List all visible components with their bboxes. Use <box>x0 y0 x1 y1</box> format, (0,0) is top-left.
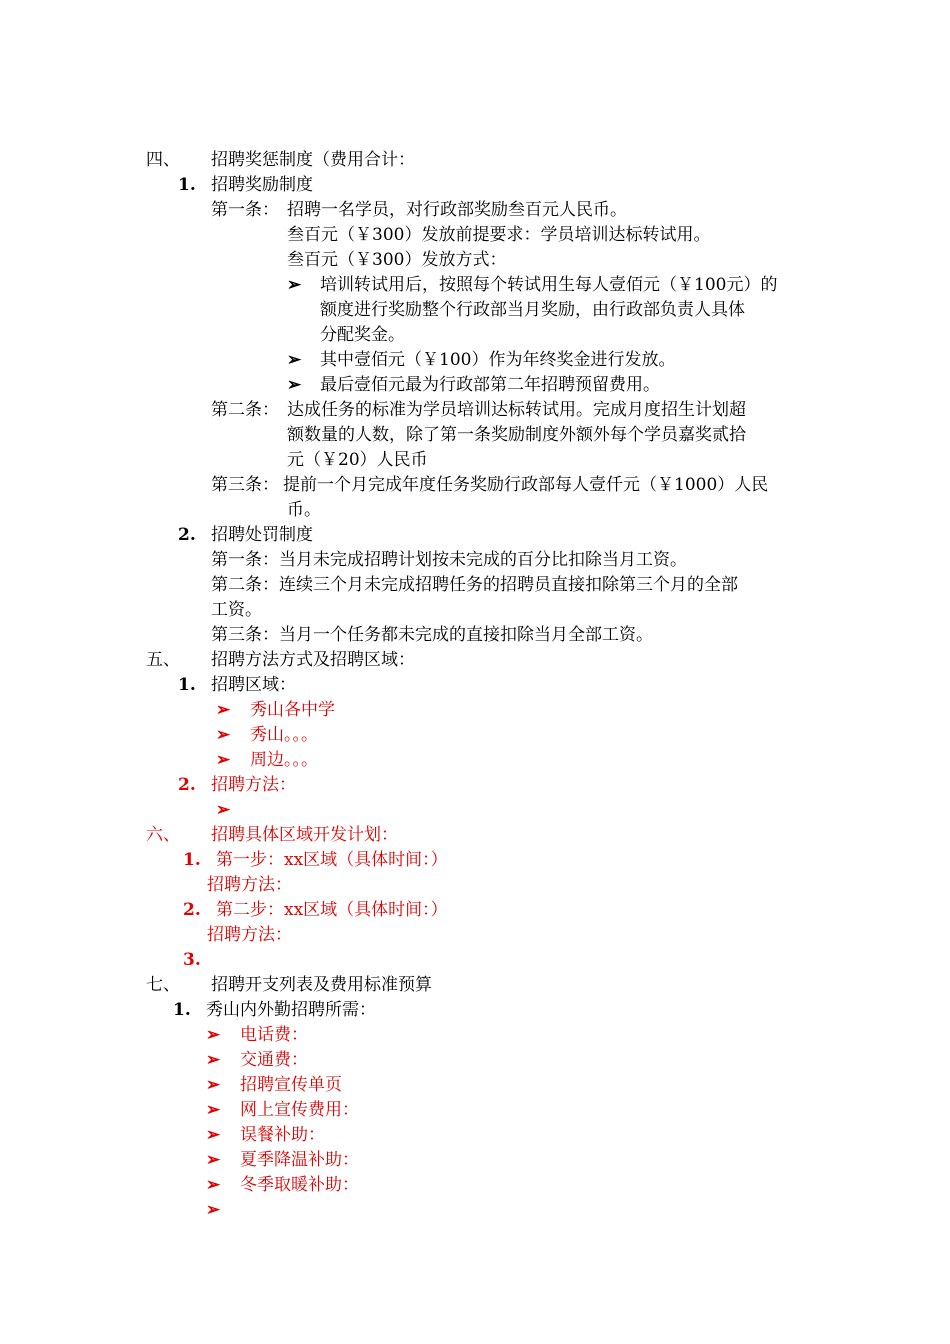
article-1-label: 第一条： <box>211 200 279 220</box>
article-3-label: 第三条： <box>211 475 279 495</box>
s4-sub2-title: 招聘处罚制度 <box>211 525 313 545</box>
section-5-title: 招聘方法方式及招聘区域： <box>211 650 415 670</box>
bullet-text: 最后壹佰元最为行政部第二年招聘预留费用。 <box>320 375 660 395</box>
arrow-bullet-icon: ➢ <box>206 1075 221 1095</box>
step-1-method: 招聘方法： <box>207 875 292 895</box>
s7-sub1-number: 1. <box>173 1000 191 1020</box>
expense-item: 误餐补助： <box>240 1125 325 1145</box>
penalty-article-3: 第三条：当月一个任务都未完成的直接扣除当月全部工资。 <box>211 625 653 645</box>
arrow-bullet-icon: ➢ <box>206 1150 221 1170</box>
arrow-bullet-icon: ➢ <box>216 725 231 745</box>
step-2-method: 招聘方法： <box>207 925 292 945</box>
region-item: 秀山。。。 <box>250 725 318 745</box>
penalty-article-2-cont: 工资。 <box>211 600 262 620</box>
penalty-article-1: 第一条：当月未完成招聘计划按未完成的百分比扣除当月工资。 <box>211 550 687 570</box>
bullet-text: 其中壹佰元（￥100）作为年终奖金进行发放。 <box>320 350 676 370</box>
step-1-text: 第一步：xx区域（具体时间：） <box>216 850 448 870</box>
award-method: 叁百元（￥300）发放方式： <box>287 250 507 270</box>
region-item: 周边。。。 <box>250 750 318 770</box>
expense-item: 交通费： <box>240 1050 308 1070</box>
step-2-number: 2. <box>183 900 201 920</box>
arrow-bullet-icon: ➢ <box>287 375 302 395</box>
s5-sub2-number: 2. <box>178 775 196 795</box>
bullet-text: 分配奖金。 <box>320 325 405 345</box>
s5-sub1-title: 招聘区域： <box>211 675 296 695</box>
article-1-text: 招聘一名学员，对行政部奖励叁百元人民币。 <box>287 200 627 220</box>
section-4-number: 四、 <box>146 150 180 170</box>
expense-item: 电话费： <box>240 1025 308 1045</box>
s5-sub2-title: 招聘方法： <box>211 775 296 795</box>
article-3-text: 提前一个月完成年度任务奖励行政部每人壹仟元（￥1000）人民 <box>283 475 769 495</box>
penalty-article-2: 第二条：连续三个月未完成招聘任务的招聘员直接扣除第三个月的全部 <box>211 575 738 595</box>
s4-sub2-number: 2. <box>178 525 196 545</box>
section-6-title: 招聘具体区域开发计划： <box>211 825 398 845</box>
arrow-bullet-icon: ➢ <box>216 700 231 720</box>
s4-sub1-title: 招聘奖励制度 <box>211 175 313 195</box>
section-7-title: 招聘开支列表及费用标准预算 <box>211 975 432 995</box>
bullet-text: 培训转试用后，按照每个转试用生每人壹佰元（￥100元）的 <box>320 275 778 295</box>
s4-sub1-number: 1. <box>178 175 196 195</box>
arrow-bullet-icon: ➢ <box>206 1125 221 1145</box>
article-3-text: 币。 <box>287 500 321 520</box>
s5-sub1-number: 1. <box>178 675 196 695</box>
award-requirement: 叁百元（￥300）发放前提要求：学员培训达标转试用。 <box>287 225 711 245</box>
expense-item: 冬季取暖补助： <box>240 1175 359 1195</box>
step-1-number: 1. <box>183 850 201 870</box>
section-7-number: 七、 <box>146 975 180 995</box>
arrow-bullet-icon: ➢ <box>287 350 302 370</box>
region-item: 秀山各中学 <box>250 700 335 720</box>
arrow-bullet-icon: ➢ <box>287 275 302 295</box>
article-2-text: 元（￥20）人民币 <box>287 450 428 470</box>
step-3-number: 3. <box>183 950 201 970</box>
s7-sub1-title: 秀山内外勤招聘所需： <box>206 1000 376 1020</box>
arrow-bullet-icon: ➢ <box>216 800 231 820</box>
article-2-text: 达成任务的标准为学员培训达标转试用。完成月度招生计划超 <box>287 400 746 420</box>
article-2-label: 第二条： <box>211 400 279 420</box>
arrow-bullet-icon: ➢ <box>206 1100 221 1120</box>
arrow-bullet-icon: ➢ <box>206 1175 221 1195</box>
section-5-number: 五、 <box>146 650 180 670</box>
arrow-bullet-icon: ➢ <box>206 1200 221 1220</box>
expense-item: 夏季降温补助： <box>240 1150 359 1170</box>
arrow-bullet-icon: ➢ <box>206 1025 221 1045</box>
arrow-bullet-icon: ➢ <box>206 1050 221 1070</box>
expense-item: 招聘宣传单页 <box>240 1075 342 1095</box>
arrow-bullet-icon: ➢ <box>216 750 231 770</box>
expense-item: 网上宣传费用： <box>240 1100 359 1120</box>
step-2-text: 第二步：xx区域（具体时间：） <box>216 900 448 920</box>
bullet-text: 额度进行奖励整个行政部当月奖励，由行政部负责人具体 <box>320 300 745 320</box>
article-2-text: 额数量的人数，除了第一条奖励制度外额外每个学员嘉奖贰拾 <box>287 425 746 445</box>
section-6-number: 六、 <box>146 825 180 845</box>
section-4-title: 招聘奖惩制度（费用合计： <box>211 150 415 170</box>
